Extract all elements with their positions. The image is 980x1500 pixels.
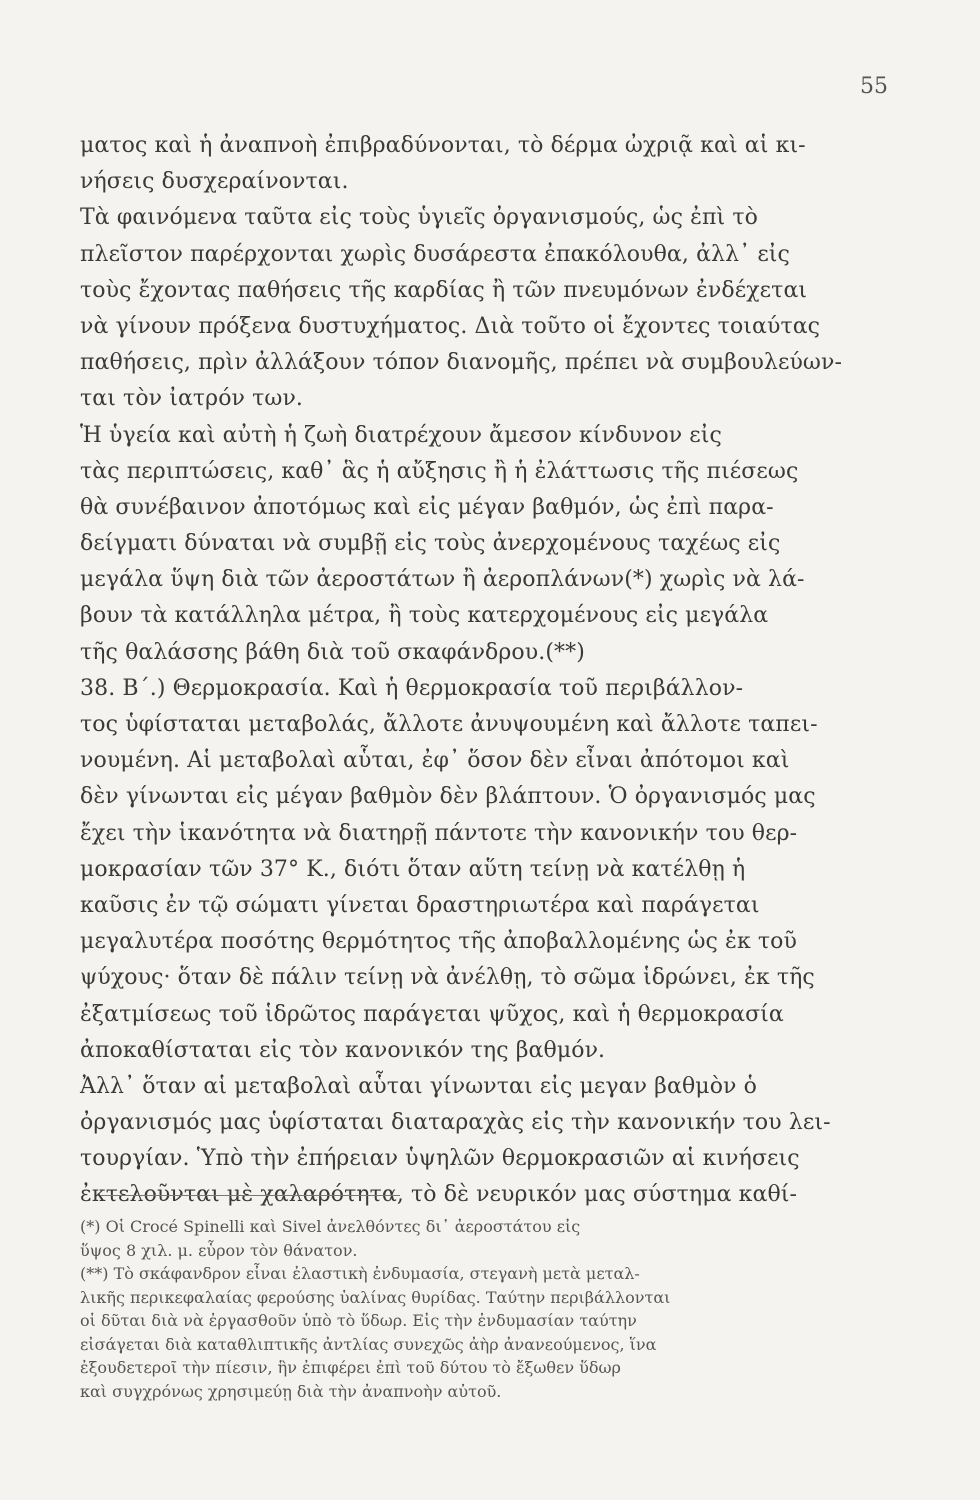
text-line: μοκρασίαν τῶν 37° Κ., διότι ὅταν αὕτη τείνῃ νὰ κατέλθῃ ἡ — [80, 856, 746, 882]
footnote-line: λικῆς περικεφαλαίας φερούσης ὑαλίνας θυρίδας. Ταύτην περιβάλλονται — [80, 1287, 671, 1307]
text-line: ἐξατμίσεως τοῦ ἱδρῶτος παράγεται ψῦχος, καὶ ἡ θερμοκρασία — [80, 1001, 784, 1027]
footnote-line: (*) Οἱ Crocé Spinelli καὶ Sivel ἀνελθόντες δι᾽ ἀεροστάτου εἰς — [80, 1217, 581, 1236]
text-line: νουμένη. Αἱ μεταβολαὶ αὗται, ἐφ᾽ ὅσον δὲν εἶναι ἀπότομοι καὶ — [80, 748, 790, 774]
text-line: βουν τὰ κατάλληλα μέτρα, ἢ τοὺς κατερχομένους εἰς μεγάλα — [80, 603, 769, 629]
footnote-line: καὶ συγχρόνως χρησιμεύῃ διὰ τὴν ἀναπνοὴν αὐτοῦ. — [80, 1381, 502, 1401]
text-line: τοὺς ἔχοντας παθήσεις τῆς καρδίας ἢ τῶν πνευμόνων ἐνδέχεται — [80, 277, 808, 303]
text-line: Ἡ ὑγεία καὶ αὐτὴ ἡ ζωὴ διατρέχουν ἄμεσον κίνδυνον εἰς — [80, 422, 722, 448]
text-line: ἀποκαθίσταται εἰς τὸν κανονικόν της βαθμόν. — [80, 1037, 606, 1063]
text-line: ἐκτελοῦνται μὲ χαλαρότητα, τὸ δὲ νευρικόν μας σύστημα καθί- — [80, 1182, 798, 1208]
text-line: ψύχους· ὅταν δὲ πάλιν τείνῃ νὰ ἀνέλθῃ, τὸ σῶμα ἱδρώνει, ἐκ τῆς — [80, 965, 815, 991]
footnote-line: (**) Τὸ σκάφανδρον εἶναι ἐλαστικὴ ἐνδυμασία, στεγανὴ μετὰ μεταλ- — [80, 1264, 640, 1283]
text-line: τὰς περιπτώσεις, καθ᾽ ἃς ἡ αὔξησις ἢ ἡ ἐλάττωσις τῆς πιέσεως — [80, 458, 799, 484]
text-line: ματος καὶ ἡ ἀναπνοὴ ἐπιβραδύνονται, τὸ δέρμα ὠχριᾷ καὶ αἱ κι- — [80, 133, 806, 158]
text-line: νὰ γίνουν πρόξενα δυστυχήματος. Διὰ τοῦτο οἱ ἔχοντες τοιαύτας — [80, 313, 821, 339]
text-line: καῦσις ἐν τῷ σώματι γίνεται δραστηριωτέρα καὶ παράγεται — [80, 892, 760, 918]
text-line: ται τὸν ἰατρόν των. — [80, 386, 304, 412]
text-line: θὰ συνέβαινον ἀποτόμως καὶ εἰς μέγαν βαθμόν, ὡς ἐπὶ παρα- — [80, 494, 774, 520]
text-line: Τὰ φαινόμενα ταῦτα εἰς τοὺς ὑγιεῖς ὀργανισμούς, ὡς ἐπὶ τὸ — [80, 205, 758, 231]
text-line: μεγαλυτέρα ποσότης θερμότητος τῆς ἀποβαλλομένης ὡς ἐκ τοῦ — [80, 929, 797, 955]
text-line: ἔχει τὴν ἱκανότητα νὰ διατηρῇ πάντοτε τὴν κανονικήν του θερ- — [80, 820, 798, 846]
footnote-line: ἐξουδετεροῖ τὴν πίεσιν, ἣν ἐπιφέρει ἐπὶ τοῦ δύτου τὸ ἔξωθεν ὕδωρ — [80, 1358, 621, 1377]
text-line: τῆς θαλάσσης βάθη διὰ τοῦ σκαφάνδρου.(**) — [80, 639, 585, 665]
text-line: ὀργανισμός μας ὑφίσταται διαταραχὰς εἰς τὴν κανονικήν του λει- — [80, 1110, 831, 1136]
footnote-line: οἱ δῦται διὰ νὰ ἐργασθοῦν ὑπὸ τὸ ὕδωρ. Εἰς τὴν ἐνδυμασίαν ταύτην — [80, 1311, 637, 1330]
footnotes — [80, 1215, 870, 1403]
text-line: τος ὑφίσταται μεταβολάς, ἄλλοτε ἀνυψουμένη καὶ ἄλλοτε ταπει- — [80, 712, 818, 737]
text-line: μεγάλα ὕψη διὰ τῶν ἀεροστάτων ἢ ἀεροπλάνων(*) χωρὶς νὰ λά- — [80, 567, 805, 593]
body-text — [80, 128, 880, 1214]
page-number: 55 — [860, 74, 888, 99]
footnote-line: εἰσάγεται διὰ καταθλιπτικῆς ἀντλίας συνεχῶς ἀὴρ ἀνανεούμενος, ἵνα — [80, 1334, 657, 1354]
text-line: τουργίαν. Ὑπὸ τὴν ἐπήρειαν ὑψηλῶν θερμοκρασιῶν αἱ κινήσεις — [80, 1146, 800, 1172]
text-line: παθήσεις, πρὶν ἀλλάξουν τόπον διανομῆς, πρέπει νὰ συμβουλεύων- — [80, 350, 842, 376]
footnote-divider — [100, 1195, 400, 1196]
text-line: 38. Β΄.) Θερμοκρασία. Καὶ ἡ θερμοκρασία τοῦ περιβάλλον- — [80, 675, 744, 701]
footnote-line: ὕψος 8 χιλ. μ. εὗρον τὸν θάνατον. — [80, 1240, 358, 1260]
text-line: δὲν γίνωνται εἰς μέγαν βαθμὸν δὲν βλάπτουν. Ὁ ὀργανισμός μας — [80, 784, 816, 810]
text-line: νήσεις δυσχεραίνονται. — [80, 169, 349, 195]
text-line: Ἀλλ᾽ ὅταν αἱ μεταβολαὶ αὗται γίνωνται εἰς μεγαν βαθμὸν ὁ — [80, 1073, 757, 1099]
text-line: δείγματι δύναται νὰ συμβῇ εἰς τοὺς ἀνερχομένους ταχέως εἰς — [80, 531, 781, 557]
text-line: πλεῖστον παρέρχονται χωρὶς δυσάρεστα ἐπακόλουθα, ἀλλ᾽ εἰς — [80, 241, 790, 267]
